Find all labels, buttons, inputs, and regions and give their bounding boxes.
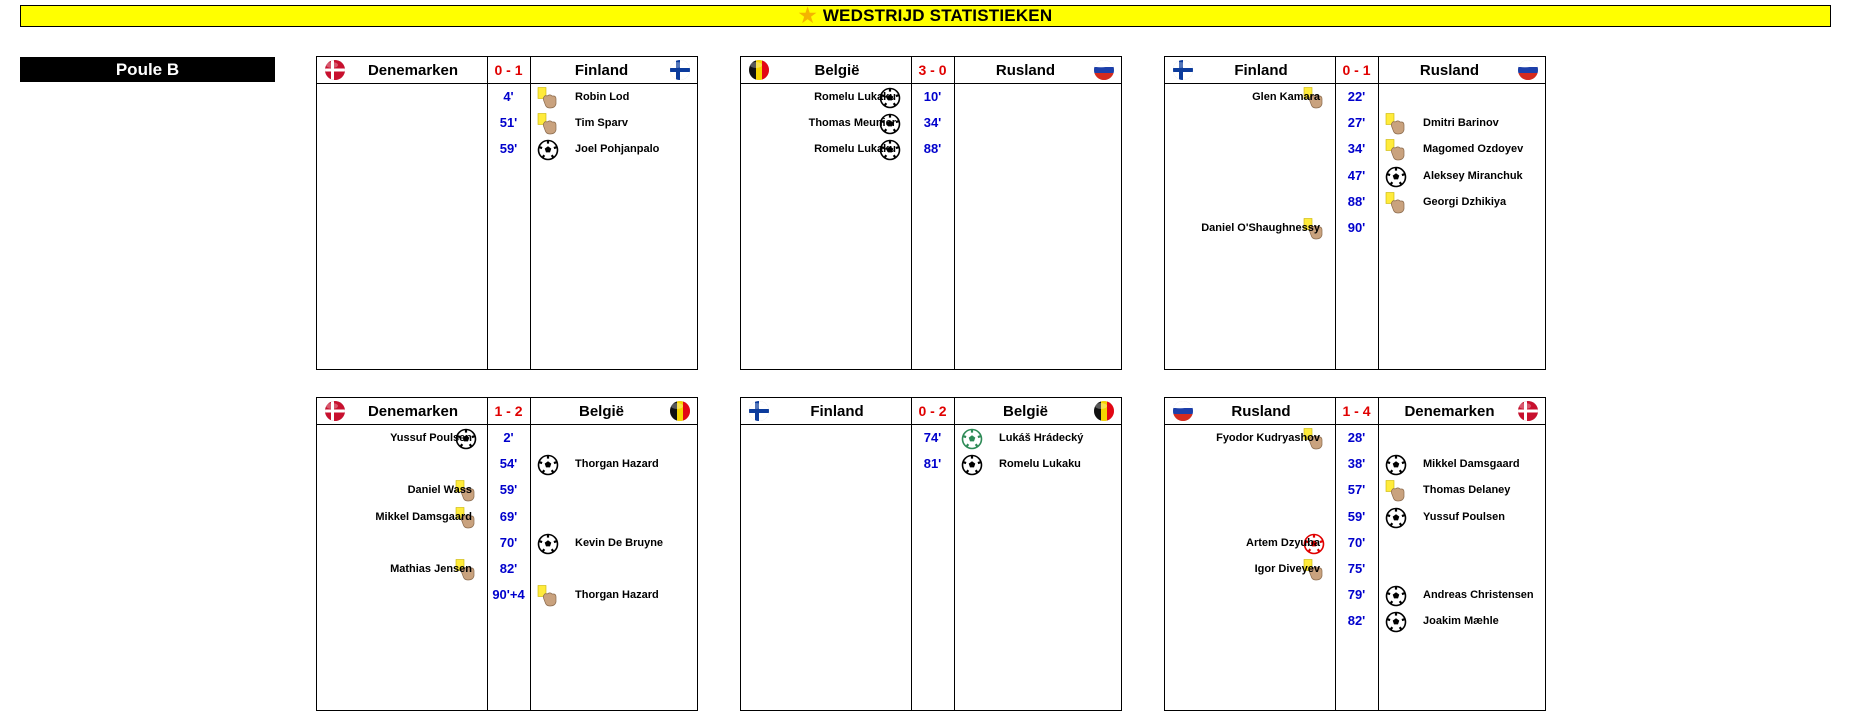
player-name: Aleksey Miranchuk xyxy=(1423,169,1523,182)
event-minute: 59' xyxy=(499,482,518,498)
event-minute: 75' xyxy=(1347,561,1366,576)
player-name: Daniel Wass xyxy=(407,484,472,497)
event-minute: 90'+4 xyxy=(492,587,525,603)
event-minute: 22' xyxy=(1347,89,1366,104)
player-name: Glen Kamara xyxy=(1252,91,1320,103)
player-name: Dmitri Barinov xyxy=(1423,117,1499,130)
finland-flag-icon xyxy=(670,60,690,80)
event-row xyxy=(1165,608,1545,634)
event-row xyxy=(1165,582,1545,608)
event-minute: 81' xyxy=(923,456,942,472)
yellow-card-icon xyxy=(537,585,559,607)
away-team-name: Denemarken xyxy=(1404,402,1495,420)
event-row xyxy=(1165,451,1545,477)
match-card xyxy=(1164,56,1546,370)
event-row xyxy=(317,582,697,608)
player-name: Mikkel Damsgaard xyxy=(1423,458,1520,471)
event-row xyxy=(317,504,697,530)
event-row xyxy=(1165,215,1545,241)
goal-icon xyxy=(537,533,559,555)
event-minute: 70' xyxy=(499,534,518,550)
home-team-name: Denemarken xyxy=(367,402,459,420)
belgium-flag-icon xyxy=(670,401,690,421)
event-row xyxy=(1165,556,1545,582)
match-score: 1 - 4 xyxy=(1342,403,1371,419)
player-name: Kevin De Bruyne xyxy=(575,536,664,549)
denmark-flag-icon xyxy=(1518,401,1538,421)
away-team-name: Finland xyxy=(574,61,629,79)
player-name: Thomas Delaney xyxy=(1423,484,1511,497)
home-team-name: Finland xyxy=(810,402,864,420)
away-team-name: Rusland xyxy=(995,61,1056,79)
star-icon: ★ xyxy=(798,5,817,27)
home-team-name: Rusland xyxy=(1231,402,1291,420)
match-card xyxy=(316,397,698,711)
player-name: Thorgan Hazard xyxy=(575,589,659,602)
match-score: 1 - 2 xyxy=(494,403,523,419)
page-banner xyxy=(20,5,1831,27)
yellow-card-icon xyxy=(1385,139,1407,161)
match-score: 0 - 2 xyxy=(918,403,947,419)
event-row xyxy=(1165,425,1545,451)
event-minute: 74' xyxy=(923,430,942,445)
yellow-card-icon xyxy=(1385,480,1407,502)
event-row xyxy=(317,84,697,110)
player-name: Romelu Lukaku xyxy=(814,91,896,103)
player-name: Magomed Ozdoyev xyxy=(1423,143,1524,156)
event-minute: 10' xyxy=(923,89,942,104)
home-team-name: Denemarken xyxy=(367,61,459,79)
russia-flag-icon xyxy=(1518,60,1538,80)
event-minute: 4' xyxy=(503,89,514,104)
goal-icon xyxy=(1385,454,1407,476)
player-name: Georgi Dzhikiya xyxy=(1423,195,1507,208)
event-minute: 28' xyxy=(1347,430,1366,445)
match-score: 0 - 1 xyxy=(494,62,523,78)
player-name: Lukáš Hrádecký xyxy=(999,432,1084,444)
goal-icon xyxy=(1385,507,1407,529)
event-minute: 59' xyxy=(1347,508,1366,524)
own-goal-icon xyxy=(961,428,983,450)
event-minute: 69' xyxy=(499,508,518,524)
event-row xyxy=(1165,530,1545,556)
event-row xyxy=(317,451,697,477)
home-team-name: België xyxy=(814,61,860,79)
player-name: Mathias Jensen xyxy=(390,563,472,575)
event-row xyxy=(741,425,1121,451)
player-name: Yussuf Poulsen xyxy=(390,432,472,444)
yellow-card-icon xyxy=(537,113,559,135)
away-team-name: België xyxy=(578,402,624,420)
event-minute: 54' xyxy=(499,456,518,472)
page-title: WEDSTRIJD STATISTIEKEN xyxy=(822,6,1053,25)
player-name: Tim Sparv xyxy=(575,117,628,130)
away-team-name: Rusland xyxy=(1419,61,1480,79)
event-row xyxy=(1165,189,1545,215)
event-row xyxy=(317,136,697,162)
goal-icon xyxy=(961,454,983,476)
event-row xyxy=(1165,504,1545,530)
yellow-card-icon xyxy=(1385,113,1407,135)
event-minute: 47' xyxy=(1347,167,1366,183)
player-name: Mikkel Damsgaard xyxy=(375,510,472,523)
event-row xyxy=(1165,163,1545,189)
event-row xyxy=(1165,84,1545,110)
player-name: Romelu Lukaku xyxy=(814,143,896,156)
event-minute: 88' xyxy=(923,141,942,157)
event-minute: 51' xyxy=(499,115,518,131)
goal-icon xyxy=(537,139,559,161)
match-card xyxy=(316,56,698,370)
event-minute: 34' xyxy=(923,115,942,131)
event-minute: 2' xyxy=(503,430,514,445)
event-row xyxy=(317,477,697,503)
player-name: Romelu Lukaku xyxy=(999,458,1081,471)
event-row xyxy=(741,451,1121,477)
event-minute: 88' xyxy=(1347,193,1366,209)
event-row xyxy=(317,530,697,556)
player-name: Joakim Mæhle xyxy=(1423,615,1499,628)
player-name: Fyodor Kudryashov xyxy=(1216,432,1320,444)
player-name: Igor Diveyev xyxy=(1254,563,1320,575)
player-name: Joel Pohjanpalo xyxy=(575,143,660,156)
event-minute: 38' xyxy=(1347,456,1366,472)
event-row xyxy=(1165,136,1545,162)
yellow-card-icon xyxy=(1385,192,1407,214)
event-row xyxy=(317,556,697,582)
event-minute: 27' xyxy=(1347,115,1366,131)
match-score: 3 - 0 xyxy=(918,62,947,78)
event-minute: 70' xyxy=(1347,534,1366,550)
belgium-flag-icon xyxy=(1094,401,1114,421)
event-row xyxy=(1165,110,1545,136)
match-card xyxy=(1164,397,1546,711)
player-name: Thomas Meunier xyxy=(808,117,896,130)
goal-icon xyxy=(1385,585,1407,607)
event-row xyxy=(317,425,697,451)
match-card xyxy=(740,56,1122,370)
event-row xyxy=(741,110,1121,136)
goal-icon xyxy=(1385,166,1407,188)
event-row xyxy=(741,136,1121,162)
russia-flag-icon xyxy=(1094,60,1114,80)
event-minute: 90' xyxy=(1347,220,1366,235)
goal-icon xyxy=(537,454,559,476)
group-label: Poule B xyxy=(20,57,275,82)
yellow-card-icon xyxy=(537,87,559,109)
event-minute: 59' xyxy=(499,141,518,157)
event-minute: 82' xyxy=(1347,613,1366,629)
player-name: Andreas Christensen xyxy=(1423,589,1534,602)
event-row xyxy=(317,110,697,136)
event-minute: 34' xyxy=(1347,141,1366,157)
match-card xyxy=(740,397,1122,711)
event-minute: 57' xyxy=(1347,482,1366,498)
player-name: Artem Dzyuba xyxy=(1246,536,1320,549)
player-name: Daniel O'Shaughnessy xyxy=(1201,222,1320,234)
event-minute: 79' xyxy=(1347,587,1366,603)
event-row xyxy=(1165,477,1545,503)
player-name: Yussuf Poulsen xyxy=(1423,510,1505,523)
player-name: Robin Lod xyxy=(575,91,630,103)
player-name: Thorgan Hazard xyxy=(575,458,659,471)
event-minute: 82' xyxy=(499,561,518,576)
event-row xyxy=(741,84,1121,110)
match-score: 0 - 1 xyxy=(1342,62,1371,78)
home-team-name: Finland xyxy=(1234,61,1288,79)
goal-icon xyxy=(1385,611,1407,633)
away-team-name: België xyxy=(1002,402,1048,420)
